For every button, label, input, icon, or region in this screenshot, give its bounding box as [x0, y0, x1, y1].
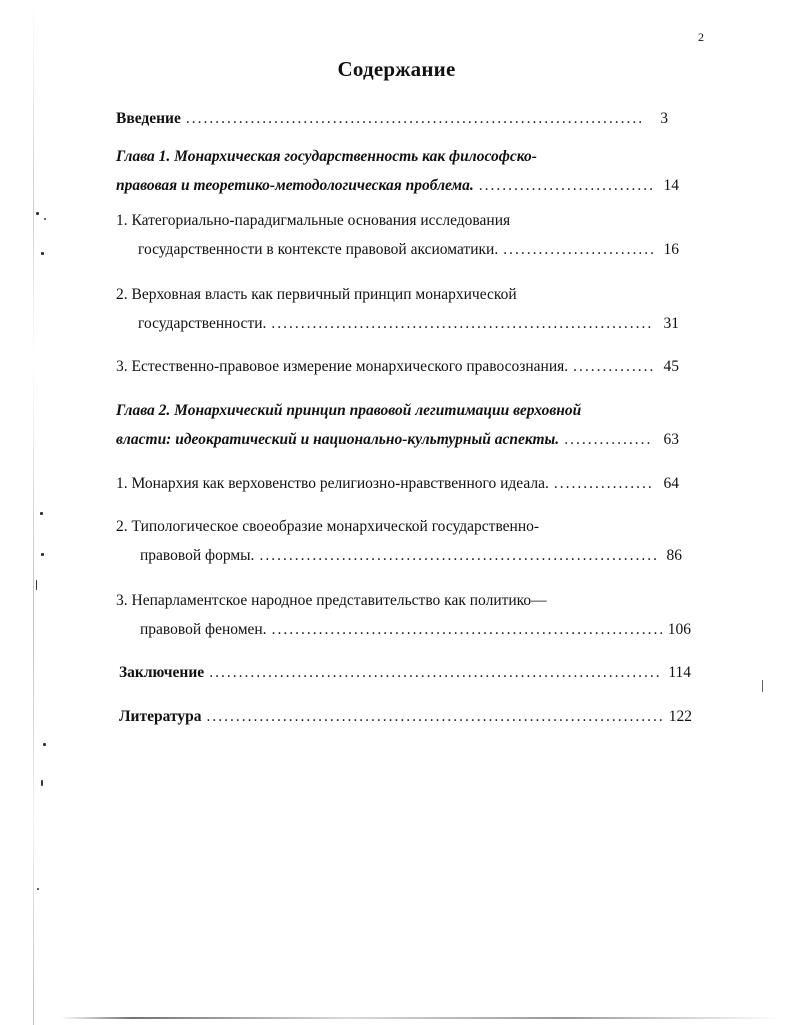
toc-entry-label: государственности в контексте правовой аксиоматики.: [138, 241, 499, 258]
toc-entry-page: 63: [663, 431, 679, 448]
page-number: 2: [698, 30, 704, 44]
toc-entry-label: Введение: [116, 110, 181, 127]
scan-speck: [762, 680, 763, 692]
toc-entry-label: 3. Естественно-правовое измерение монархического правосознания.: [116, 358, 569, 375]
scan-speck: [37, 888, 39, 890]
leader-dots: [503, 240, 653, 260]
toc-entry-chapter-2[interactable]: [116, 430, 679, 450]
toc-entry-label: Литература: [119, 708, 202, 725]
scan-speck: [41, 252, 44, 255]
scan-edge-left: [33, 0, 34, 1025]
toc-entry-chapter-1[interactable]: [116, 176, 679, 196]
scan-speck: [41, 553, 44, 556]
toc-entry-label: правовой формы.: [140, 547, 255, 564]
toc-entry-label: Заключение: [119, 664, 205, 681]
toc-section-2-3-line-1: 3. Непарламентское народное представительство как политико—: [116, 592, 547, 609]
toc-chapter-2-line-1: Глава 2. Монархический принцип правовой легитимации верховной: [116, 402, 582, 419]
leader-dots: [573, 357, 653, 377]
toc-entry-label: государственности.: [138, 315, 267, 332]
toc-entry-section-2-1[interactable]: [116, 474, 679, 494]
toc-entry-page: 31: [663, 315, 679, 332]
toc-entry-conclusion[interactable]: [119, 663, 691, 683]
leader-dots: [186, 109, 642, 129]
leader-dots: [271, 314, 653, 334]
toc-entry-page: 45: [663, 358, 679, 375]
toc-title: Содержание: [337, 57, 456, 81]
toc-entry-page: 14: [663, 177, 679, 194]
scan-speck: [36, 580, 37, 590]
toc-entry-section-2-2[interactable]: [140, 546, 682, 566]
toc-entry-label: 1. Монархия как верховенство религиозно-нравственного идеала.: [116, 475, 549, 492]
scan-speck: [36, 212, 39, 215]
toc-entry-label: правовая и теоретико-методологическая проблема.: [116, 177, 474, 194]
toc-entry-intro[interactable]: [116, 109, 668, 129]
toc-section-2-2-line-1: 2. Типологическое своеобразие монархической государственно-: [116, 518, 540, 535]
scan-speck: [40, 512, 43, 515]
toc-entry-section-2-3[interactable]: [140, 620, 691, 640]
toc-entry-page: 106: [667, 621, 691, 638]
toc-chapter-1-line-1: Глава 1. Монархическая государственность как философско-: [116, 148, 537, 165]
toc-entry-label: власти: идеократический и национально-культурный аспекты.: [116, 431, 560, 448]
toc-entry-page: 114: [668, 664, 691, 681]
toc-section-1-1-line-1: 1. Категориально-парадигмальные основания исследования: [116, 212, 511, 229]
leader-dots: [209, 663, 662, 683]
toc-entry-section-1-1[interactable]: [138, 240, 679, 260]
toc-entry-page: 122: [668, 708, 692, 725]
toc-entry-section-1-2[interactable]: [138, 314, 679, 334]
toc-entry-literature[interactable]: [119, 707, 692, 727]
leader-dots: [259, 546, 656, 566]
scan-speck: [44, 218, 46, 220]
toc-entry-page: 86: [666, 547, 682, 564]
leader-dots: [206, 707, 662, 727]
toc-entry-page: 64: [663, 475, 679, 492]
toc-entry-page: 16: [663, 241, 679, 258]
toc-entry-label: правовой феномен.: [140, 621, 267, 638]
scan-bottom-edge: [60, 1017, 780, 1019]
leader-dots: [554, 474, 653, 494]
leader-dots: [479, 176, 653, 196]
scan-speck: [41, 780, 43, 786]
scan-speck: [43, 743, 46, 746]
toc-entry-page: 3: [660, 110, 668, 127]
toc-section-1-2-line-1: 2. Верховная власть как первичный принцип монархической: [116, 286, 517, 303]
leader-dots: [564, 430, 653, 450]
leader-dots: [272, 620, 662, 640]
toc-entry-section-1-3[interactable]: [116, 357, 679, 377]
